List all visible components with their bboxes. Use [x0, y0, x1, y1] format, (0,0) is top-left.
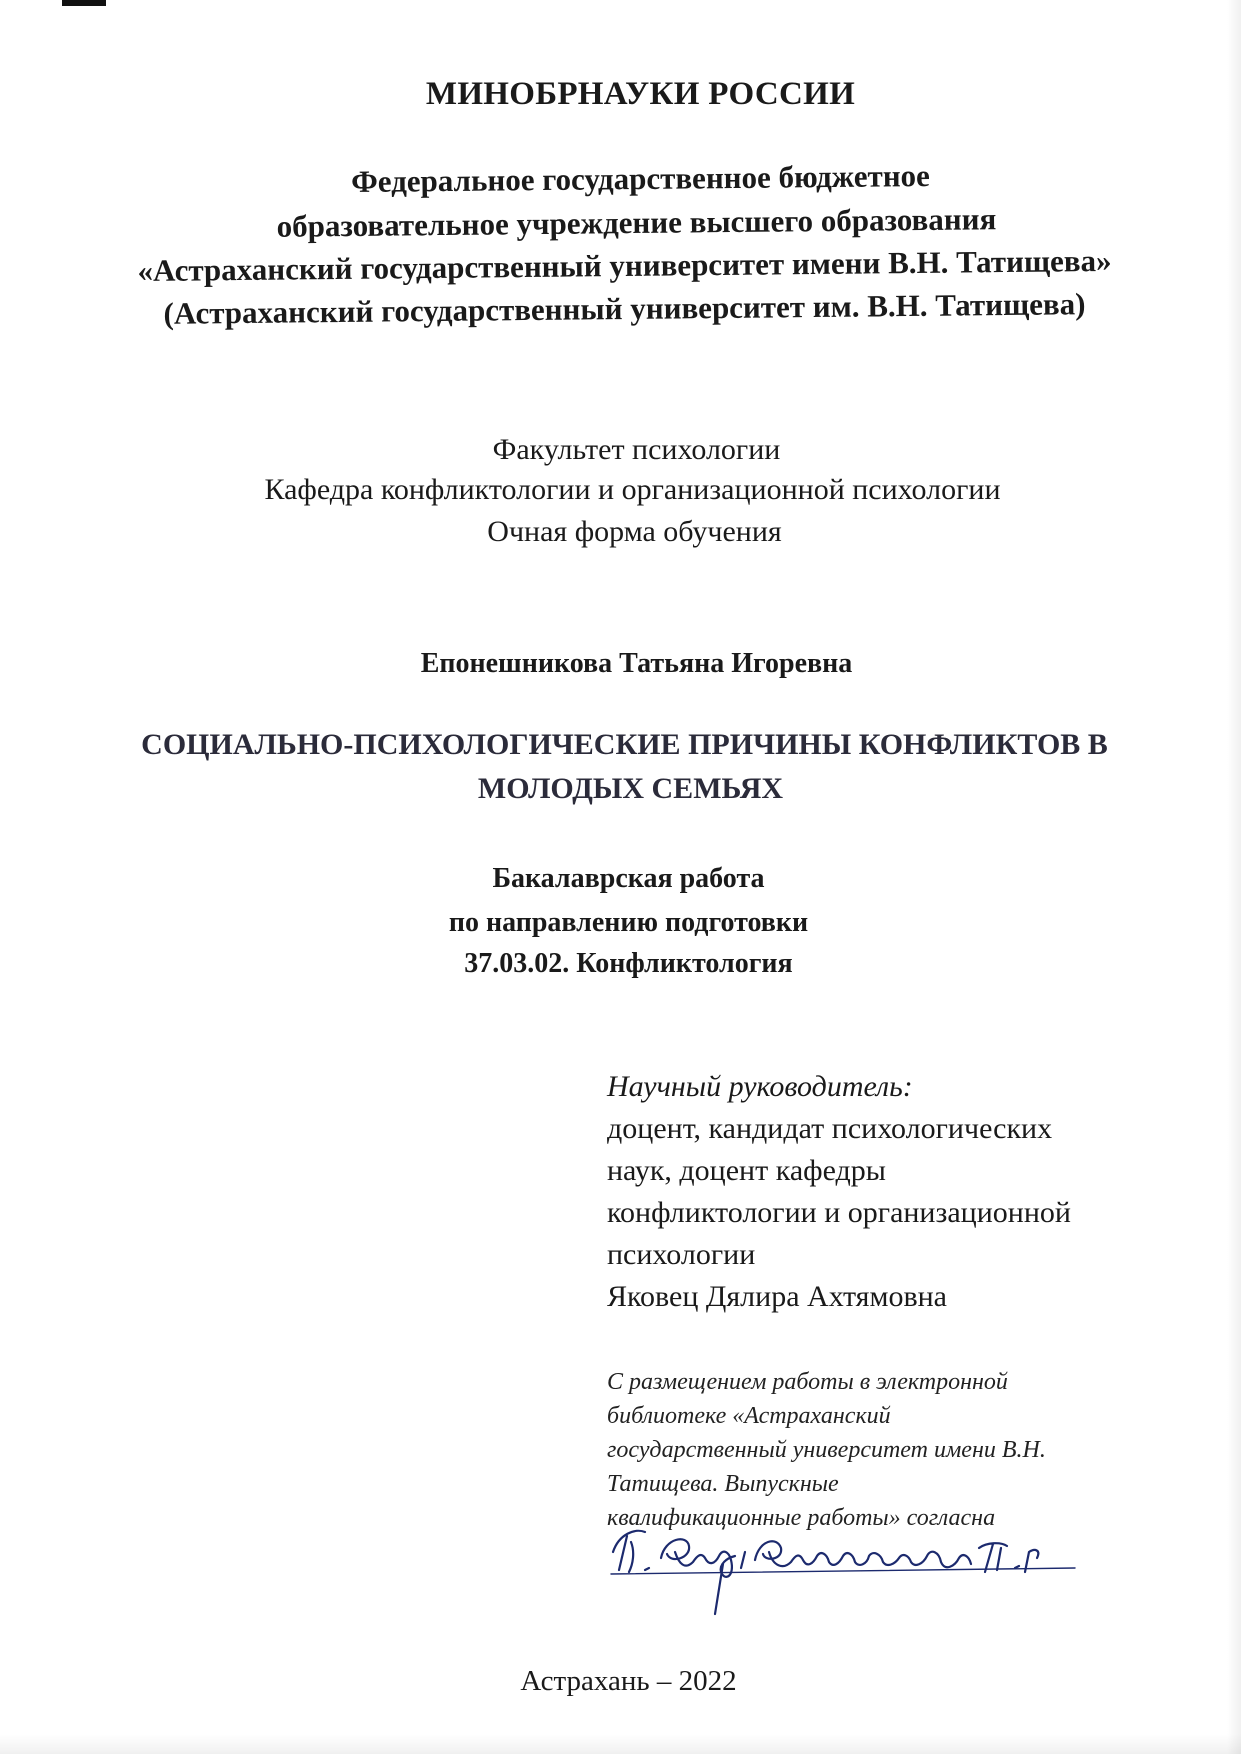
library-consent-block	[607, 1365, 1167, 1535]
consent-line: государственный университет имени В.Н.	[607, 1437, 1046, 1463]
city-year: Астрахань – 2022	[520, 1665, 737, 1697]
supervisor-label: Научный руководитель:	[607, 1070, 913, 1103]
consent-line: Татищева. Выпускные	[607, 1471, 839, 1497]
work-direction: по направлению подготовки	[448, 907, 809, 938]
supervisor-line: конфликтологии и организационной	[607, 1196, 1071, 1229]
study-form: Очная форма обучения	[487, 515, 782, 548]
work-type: Бакалаврская работа	[492, 863, 765, 894]
scan-corner-mark	[62, 0, 106, 6]
consent-line: С размещением работы в электронной	[607, 1369, 1008, 1395]
institution-line-4: (Астраханский государственный университет им. В.Н. Татищева)	[163, 286, 1086, 331]
institution-line-1: Федеральное государственное бюджетное	[350, 157, 931, 200]
supervisor-line: доцент, кандидат психологических	[607, 1112, 1053, 1145]
author-name: Епонешникова Татьяна Игоревна	[420, 648, 853, 679]
consent-line: библиотеке «Астраханский	[607, 1403, 891, 1429]
supervisor-line: психологии	[607, 1238, 756, 1271]
thesis-title-line-2: МОЛОДЫХ СЕМЬЯХ	[477, 772, 784, 805]
thesis-title-line-1: СОЦИАЛЬНО-ПСИХОЛОГИЧЕСКИЕ ПРИЧИНЫ КОНФЛИКТОВ В	[141, 728, 1108, 761]
supervisor-name: Яковец Дялира Ахтямовна	[607, 1280, 947, 1313]
supervisor-line: наук, доцент кафедры	[607, 1154, 886, 1187]
scan-bottom-shadow	[0, 1734, 1241, 1754]
handwritten-signature	[605, 1512, 1085, 1622]
chair-name: Кафедра конфликтологии и организационной психологии	[264, 473, 1001, 506]
faculty-name: Факультет психологии	[492, 433, 781, 466]
ministry-heading: МИНОБРНАУКИ РОССИИ	[425, 76, 856, 112]
institution-line-2: образовательное учреждение высшего образования	[276, 201, 997, 244]
institution-line-3: «Астраханский государственный университет имени В.Н. Татищева»	[137, 242, 1112, 289]
consent-line: квалификационные работы» согласна	[607, 1505, 996, 1531]
supervisor-block	[607, 1066, 1167, 1318]
work-specialty: 37.03.02. Конфликтология	[464, 948, 793, 979]
